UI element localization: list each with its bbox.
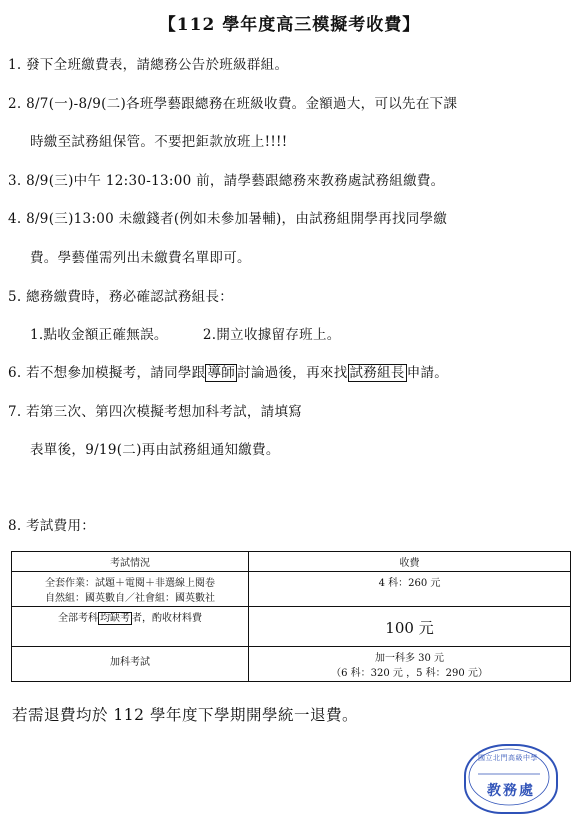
notice-item-4-line-1: 4. 8/9(三)13:00 未繳錢者(例如未參加暑輔)，由試務組開學再找同學繳 [8,211,448,227]
boxed-homeroom-teacher: 導師 [207,365,236,381]
notice-item-2-line-2: 時繳至試務組保管。不要把鉅款放班上!!!! [30,134,288,150]
seal-school-name: 國立北門高級中學 [478,754,538,762]
notice-item-6-text-2: 討論過後，再來找 [237,365,348,381]
notice-item-5-sub-1: 1.點收金額正確無誤。 [30,327,168,343]
notice-item-1: 1. 發下全班繳費表，請總務公告於班級群組。 [8,57,289,73]
notice-item-5-subitems [30,323,579,343]
absent-text-2: 者，酌收材料費 [132,613,202,624]
notice-item-6 [8,361,573,381]
row-absent-fee [249,607,571,647]
row-absent-condition [12,607,249,647]
row-extra-subject-fee [249,647,571,682]
notice-item-4-line-2: 費。學藝僅需列出未繳費名單即可。 [30,250,251,266]
row-full-set-fee: 4 科：260 元 [249,572,571,607]
boxed-all-absent: 均缺考 [100,613,130,624]
table-row [12,607,571,647]
row-full-set-condition [12,572,249,607]
notice-item-7-line-2: 表單後，9/19(二)再由試務組通知繳費。 [30,442,280,458]
table-row [12,572,571,607]
column-header-fee: 收費 [249,552,571,572]
table-header-row [12,552,571,572]
notice-item-7-line-1: 7. 若第三次、第四次模擬考想加科考試，請填寫 [8,404,303,420]
page-title: 【112 學年度高三模擬考收費】 [158,15,421,35]
absent-text-1: 全部考科 [58,613,98,624]
boxed-exam-section-chief: 試務組長 [349,365,405,381]
refund-notice: 若需退費均於 112 學年度下學期開學統一退費。 [12,706,358,724]
notice-item-6-text-1: 6. 若不想參加模擬考，請同學跟 [8,365,206,381]
column-header-situation: 考試情況 [12,552,249,572]
absent-fee-value: 100 元 [385,619,434,637]
notice-item-2-line-1: 2. 8/7(一)-8/9(二)各班學藝跟總務在班級收費。金額過大，可以先在下課 [8,96,458,112]
notice-item-3: 3. 8/9(三)中午 12:30-13:00 前，請學藝跟總務來教務處試務組繳費。 [8,173,445,189]
notice-item-5-sub-2: 2.開立收據留存班上。 [202,327,341,343]
row-extra-subject-condition: 加科考試 [12,647,249,682]
academic-affairs-seal [464,744,558,814]
notice-item-8: 8. 考試費用： [8,518,96,534]
full-set-line-1: 全套作業：試題＋電閱＋非選線上閱卷 [45,578,215,589]
extra-fee-line-1: 加一科多 30 元 [374,653,445,664]
extra-fee-line-2: （6 科：320 元 ，5 科：290 元） [331,668,488,679]
fee-table [11,551,571,682]
table-row [12,647,571,682]
notice-item-5: 5. 總務繳費時，務必確認試務組長： [8,289,234,305]
seal-office-name: 教務處 [487,783,535,799]
notice-item-6-text-3: 申請。 [406,365,449,381]
full-set-line-2: 自然組：國英數自／社會組：國英數社 [45,593,215,604]
